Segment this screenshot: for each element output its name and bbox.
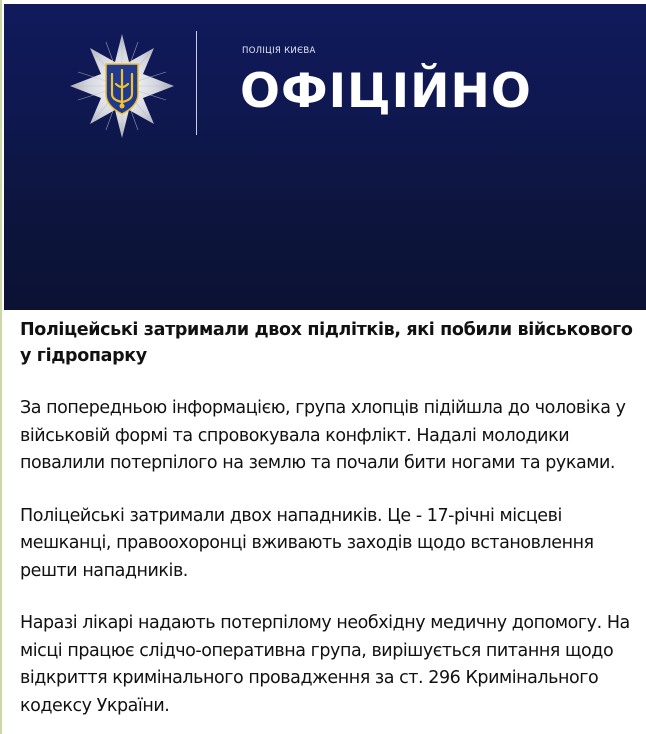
post-content — [20, 317, 640, 720]
banner-divider — [196, 31, 197, 135]
post-banner-image[interactable] — [4, 4, 646, 310]
police-star-emblem-icon — [68, 32, 176, 140]
banner-title: ОФІЦІЙНО — [240, 64, 532, 119]
banner-subtitle: ПОЛІЦІЯ КИЄВА — [242, 46, 316, 56]
post-paragraph: Наразі лікарі надають потерпілому необхідну медичну допомогу. На місці працює слідчо-оперативна група, вирішується питання щодо відкриття кримінального провадження за ст. 296 Кримінального кодексу України. — [20, 613, 630, 716]
post-headline: Поліцейські затримали двох підлітків, які побили військового у гідропарку — [20, 320, 633, 366]
post-paragraph: Поліцейські затримали двох нападників. Це - 17-річні місцеві мешканці, правоохоронці вживають заходів щодо встановлення решти нападників. — [20, 505, 594, 581]
post-paragraph: За попередньою інформацією, група хлопців підійшла до чоловіка у військовій формі та спровокувала конфлікт. Надалі молодики повалили потерпілого на землю та почали бити ногами та руками. — [20, 398, 626, 473]
